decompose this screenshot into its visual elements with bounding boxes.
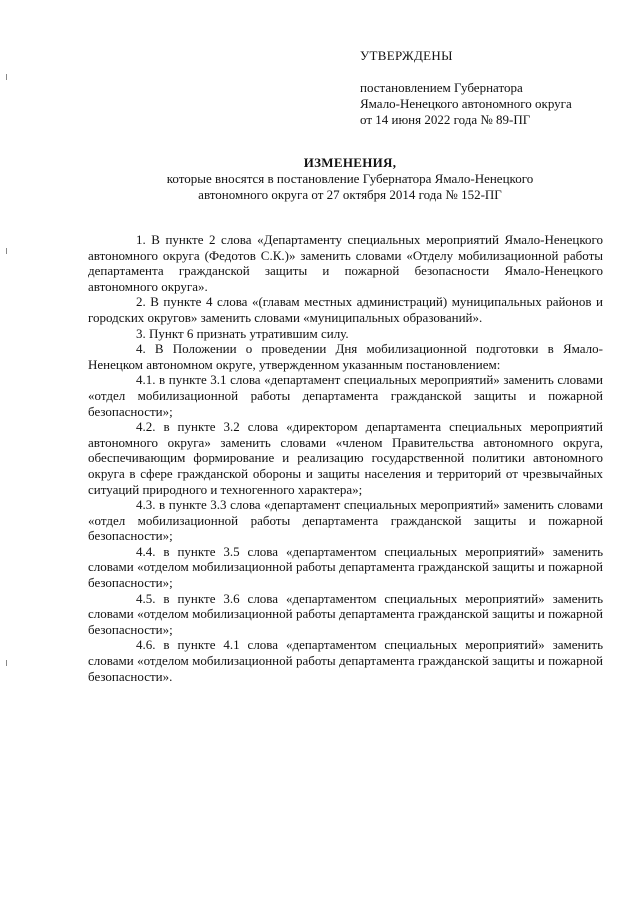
paragraph-4-3: 4.3. в пункте 3.3 слова «департамент специальных мероприятий» заменить словами «отдел мобилизационной работы департамента гражданской защиты и пожарной безопасности»; — [88, 497, 603, 544]
paragraph-4-4: 4.4. в пункте 3.5 слова «департаментом специальных мероприятий» заменить словами «отделом мобилизационной работы департамента гражданской защиты и пожарной безопасности»; — [88, 543, 603, 591]
scan-mark — [6, 660, 7, 666]
paragraph-4-5: 4.5. в пункте 3.6 слова «департаментом специальных мероприятий» заменить словами «отделом мобилизационной работы департамента гражданской защиты и пожарной безопасности»; — [88, 590, 603, 637]
approval-block — [360, 48, 630, 128]
approval-stamp-title: УТВЕРЖДЕНЫ — [360, 48, 453, 63]
paragraph-3: 3. Пункт 6 признать утратившим силу. — [136, 325, 349, 341]
document-title-block — [100, 155, 600, 203]
approval-line-1: постановлением Губернатора — [360, 80, 523, 95]
paragraph-1: 1. В пункте 2 слова «Департаменту специальных мероприятий Ямало-Ненецкого автономного округа (Федотов С.К.)» заменить словами «Отделу мобилизационной работы департамента гражданской защиты и пожарной безопасности Ямало-Ненецкого автономного округа». — [88, 232, 603, 294]
document-subtitle-line-1: которые вносятся в постановление Губернатора Ямало-Ненецкого — [166, 171, 534, 186]
paragraph-4-1: 4.1. в пункте 3.1 слова «департамент специальных мероприятий» заменить словами «отдел мобилизационной работы департамента гражданской защиты и пожарной безопасности»; — [88, 372, 603, 419]
paragraph-4-6: 4.6. в пункте 4.1 слова «департаментом специальных мероприятий» заменить словами «отделом мобилизационной работы департамента гражданской защиты и пожарной безопасности». — [88, 637, 603, 684]
paragraph-2: 2. В пункте 4 слова «(главам местных администраций) муниципальных районов и городских округов» заменить словами «муниципальных образований». — [88, 294, 603, 325]
approval-line-3: от 14 июня 2022 года № 89-ПГ — [360, 112, 531, 127]
paragraph-4: 4. В Положении о проведении Дня мобилизационной подготовки в Ямало-Ненецком автономном округе, утвержденном указанным постановлением: — [88, 341, 603, 372]
approval-line-2: Ямало-Ненецкого автономного округа — [360, 96, 572, 111]
scan-mark — [6, 74, 7, 80]
paragraph-4-2: 4.2. в пункте 3.2 слова «директором департамента специальных мероприятий автономного округа» заменить словами «членом Правительства автономного округа, обеспечивающим формирование и реализацию государственной политики автономного округа в сфере гражданской обороны и защиты населения и территорий от чрезвычайных ситуаций природного и техногенного характера»; — [88, 419, 603, 497]
document-body — [88, 232, 603, 684]
scan-mark — [6, 248, 7, 254]
document-subtitle-line-2: автономного округа от 27 октября 2014 года № 152-ПГ — [198, 187, 502, 202]
document-heading: ИЗМЕНЕНИЯ, — [303, 155, 397, 170]
